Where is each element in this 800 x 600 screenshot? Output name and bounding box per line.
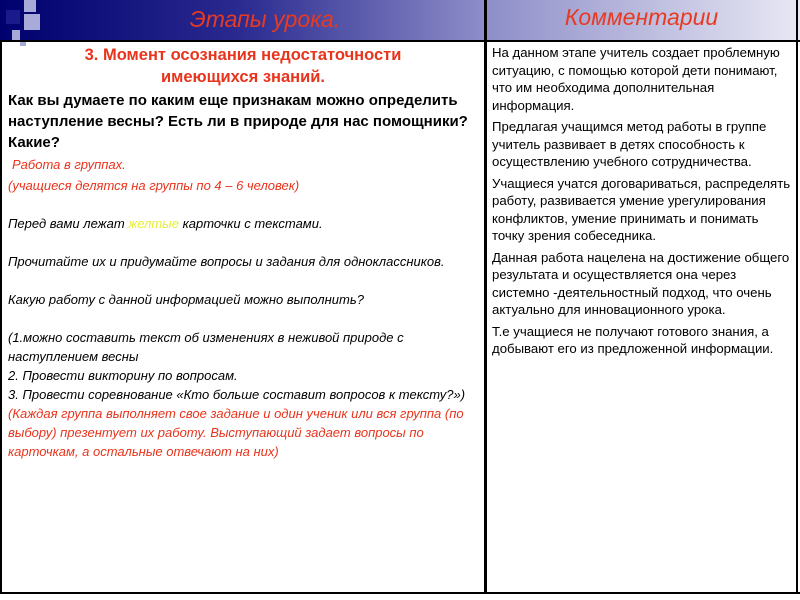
groups-note: (учащиеся делятся на группы по 4 – 6 человек) <box>8 178 300 193</box>
header-divider <box>0 40 800 42</box>
cards-text-before: Перед вами лежат <box>8 216 129 231</box>
what-work-question: Какую работу с данной информацией можно выполнить? <box>8 292 364 307</box>
comment-paragraph: Предлагая учащимся метод работы в группе учитель развивает в детях способность к осуществлению учебного сотрудничества. <box>492 119 767 169</box>
final-note: (Каждая группа выполняет свое задание и один ученик или вся группа (по выбору) презентует их работу. Выступающий задает вопросы по карточкам, а остальные отвечают на них) <box>8 406 464 459</box>
comment-paragraph: Данная работа нацелена на достижение общего результата и осуществляется она через системно -деятельностный подход, что очень актуально для инновационного урока. <box>492 249 790 317</box>
table-left-border <box>0 40 2 594</box>
stages-header: Этапы урока. <box>189 6 341 32</box>
stage-title <box>8 44 478 88</box>
stages-cell <box>8 44 478 461</box>
comments-cell <box>492 44 792 362</box>
option-2: 2. Провести викторину по вопросам. <box>8 368 238 383</box>
decor-square <box>24 0 36 12</box>
decor-square <box>12 30 20 40</box>
column-divider <box>484 0 487 594</box>
comment-paragraph: Учащиеся учатся договариваться, распределять работу, развивается умение урегулирования конфликтов, умение принимать и понимать точку зрения собеседника. <box>492 175 791 243</box>
question-text: Как вы думаете по каким еще признакам можно определить наступление весны? Есть ли в природе для нас помощники? Какие? <box>8 92 468 151</box>
cards-text-after: карточки с текстами. <box>178 216 323 231</box>
group-work-label: Работа в группах. <box>12 157 126 172</box>
comment-paragraph: На данном этапе учитель создает проблемную ситуацию, с помощью которой дети понимают, что им необходима дополнительная информация. <box>492 45 780 113</box>
decor-square <box>6 10 20 24</box>
read-task: Прочитайте их и придумайте вопросы и задания для одноклассников. <box>8 254 445 269</box>
stage-title-line1: 3. Момент осознания недостаточности <box>84 46 402 64</box>
decor-square <box>24 14 40 30</box>
cards-text <box>8 214 478 233</box>
comments-header: Комментарии <box>564 4 719 30</box>
table-bottom-border <box>0 592 800 594</box>
comment-paragraph: Т.е учащиеся не получают готового знания, а добывают его из предложенной информации. <box>492 323 774 356</box>
table-right-border <box>796 0 798 594</box>
stage-title-line2: имеющихся знаний. <box>160 68 326 86</box>
option-1: (1.можно составить текст об изменениях в неживой природе с наступлением весны <box>8 330 404 364</box>
option-3: 3. Провести соревнование «Кто больше составит вопросов к тексту?») <box>8 387 466 402</box>
cards-yellow-word: желтые <box>128 216 179 231</box>
